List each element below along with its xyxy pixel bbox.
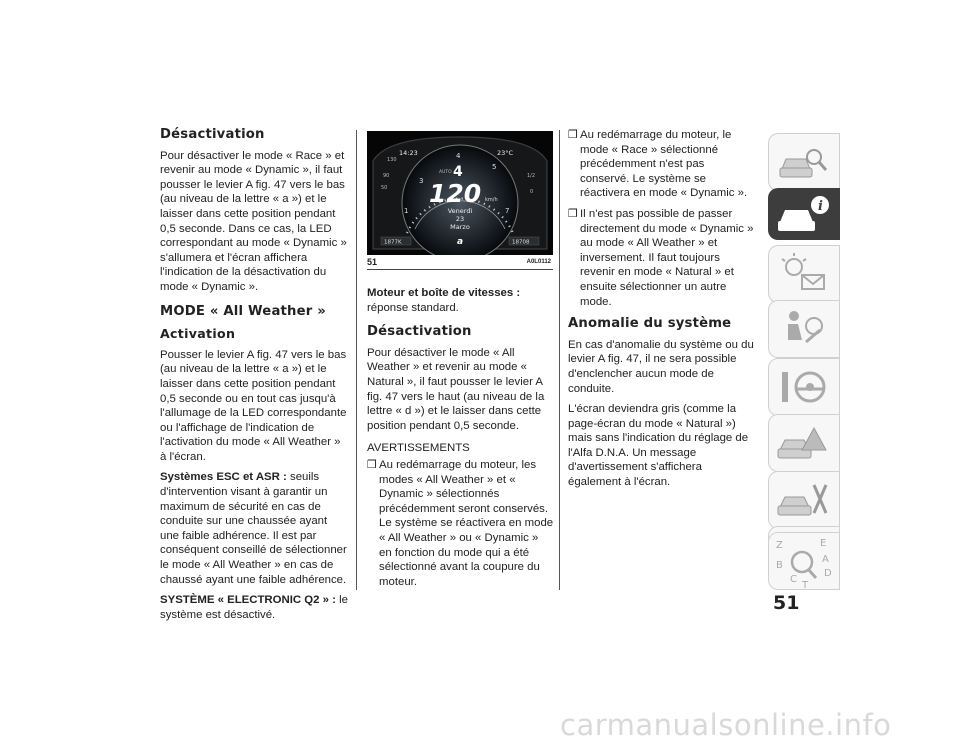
svg-text:50: 50 bbox=[381, 185, 388, 191]
figure-underline bbox=[367, 269, 553, 270]
moteur-text: réponse standard. bbox=[367, 301, 459, 314]
text-column-left bbox=[160, 128, 348, 628]
svg-text:7: 7 bbox=[505, 207, 510, 215]
q2-label: SYSTÈME « ELECTRONIC Q2 » : bbox=[160, 594, 336, 607]
checkbox-bullet-icon: ❒ bbox=[568, 129, 578, 141]
warning-light-icon bbox=[768, 245, 840, 303]
index-letter: Z bbox=[776, 540, 783, 551]
cluster-trip-right: 18708 bbox=[512, 239, 530, 246]
cluster-gear: 4 bbox=[453, 164, 463, 180]
cluster-graphic bbox=[367, 131, 553, 255]
figure-code: A0L0112 bbox=[526, 259, 551, 265]
paragraph-moteur bbox=[367, 286, 554, 315]
warning-text: Il n'est pas possible de passer directement du mode « Dynamic » au mode « All Weather » et inversement. Il faut toujours revenir en mode « Natural » et ensuite sélectionner un autre mode. bbox=[580, 207, 754, 308]
figure-number: 51 bbox=[367, 257, 378, 267]
tab-index[interactable] bbox=[768, 532, 840, 590]
paragraph: Pour désactiver le mode « All Weather » et revenir au mode « Natural », il faut pousser le levier A fig. 47 vers le haut (au niveau de la lettre « d ») et le laisser dans cette position pendant 0,5 seconde. bbox=[367, 346, 545, 432]
svg-text:5: 5 bbox=[492, 163, 497, 171]
index-letter: A bbox=[822, 554, 829, 565]
cluster-date: 23 bbox=[455, 215, 465, 223]
cluster-drive-letter: a bbox=[456, 237, 464, 247]
steering-wheel-icon bbox=[768, 358, 840, 416]
subheading-activation: Activation bbox=[160, 326, 236, 342]
checkbox-bullet-icon: ❒ bbox=[568, 207, 578, 220]
tab-car-info[interactable] bbox=[768, 188, 840, 240]
text-column-middle bbox=[367, 286, 554, 595]
checkbox-bullet-icon: ❒ bbox=[367, 458, 377, 471]
svg-text:1/2: 1/2 bbox=[527, 173, 536, 179]
tab-warning-lights[interactable] bbox=[768, 245, 840, 303]
svg-text:130: 130 bbox=[387, 157, 397, 163]
section-heading-all-weather: MODE « All Weather » bbox=[160, 303, 326, 319]
paragraph: En cas d'anomalie du système ou du levier A fig. 47, il ne sera possible d'enclencher aucun mode de conduite. bbox=[568, 338, 754, 395]
tab-car-warning[interactable] bbox=[768, 414, 840, 472]
column-divider bbox=[559, 130, 560, 590]
cluster-trip-left: 1877K bbox=[384, 239, 402, 246]
section-heading-desactivation: Désactivation bbox=[160, 127, 265, 142]
index-search-icon bbox=[768, 532, 840, 590]
svg-text:i: i bbox=[818, 199, 823, 214]
page-number: 51 bbox=[773, 592, 800, 614]
index-letter: C bbox=[790, 574, 797, 585]
svg-text:3: 3 bbox=[419, 177, 424, 185]
tab-steering-wheel[interactable] bbox=[768, 358, 840, 416]
index-letter: T bbox=[802, 580, 809, 590]
cluster-day: Venerdì bbox=[447, 207, 473, 215]
cluster-temperature: 23°C bbox=[497, 149, 514, 157]
paragraph: Pour désactiver le mode « Race » et revenir au mode « Dynamic », il faut pousser le levier A fig. 47 vers le bas (au niveau de la lettre « a ») et le laisser dans cette position pendant 0,5 seconde. Dans ce cas, la LED correspondant au mode « Dynamic » s'allumera et l'écran affichera l'indication de la désactivation du mode « Dynamic ». bbox=[160, 149, 347, 293]
index-letter: B bbox=[776, 560, 783, 571]
index-letter: E bbox=[820, 538, 827, 549]
tab-car-search[interactable] bbox=[768, 133, 840, 191]
paragraph: Pousser le levier A fig. 47 vers le bas (au niveau de la lettre « a ») et le laisser dans cette position pendant 0,5 seconde ou en tout cas jusqu'à l'allumage de la LED correspondante ou l'affichage de l'indication de l'activation du mode « All Weather » à l'écran. bbox=[160, 348, 347, 463]
car-info-icon bbox=[768, 188, 840, 240]
esc-label: Systèmes ESC et ASR : bbox=[160, 471, 287, 484]
svg-text:4: 4 bbox=[456, 152, 461, 160]
cluster-month: Marzo bbox=[450, 223, 470, 231]
paragraph: L'écran deviendra gris (comme la page-écran du mode « Natural ») mais sans l'indication du réglage de l'Alfa D.N.A. Un message d'avertissement s'affichera également à l'écran. bbox=[568, 403, 749, 489]
svg-text:1: 1 bbox=[404, 207, 409, 215]
warning-text: Au redémarrage du moteur, le mode « Race » sélectionné précédemment n'est pas conservé. Le système se réactivera en mode « Dynamic ». bbox=[580, 129, 748, 200]
warning-text: Au redémarrage du moteur, les modes « All Weather » et « Dynamic » sélectionnés précédemment seront conservés. Le système se réactivera en mode « All Weather » ou « Dynamic » en fonction du mode qui a été sélectionné avant la coupure du moteur. bbox=[379, 458, 554, 588]
warning-item bbox=[367, 458, 554, 589]
section-heading-anomalie: Anomalie du système bbox=[568, 316, 732, 332]
paragraph-q2 bbox=[160, 593, 348, 622]
q2-text: le système est désactivé. bbox=[160, 594, 348, 621]
cluster-clock: 14:23 bbox=[399, 149, 418, 157]
index-letter: D bbox=[824, 568, 832, 579]
section-heading-desactivation: Désactivation bbox=[367, 324, 472, 340]
paragraph-esc bbox=[160, 470, 348, 587]
car-tools-icon bbox=[768, 471, 840, 529]
svg-text:90: 90 bbox=[383, 173, 390, 179]
moteur-label: Moteur et boîte de vitesses : bbox=[367, 287, 521, 299]
car-search-icon bbox=[768, 133, 840, 191]
cluster-display bbox=[367, 131, 553, 255]
esc-text: seuils d'intervention visant à garantir un maximum de sécurité en cas de conduite sur une chaussée ayant une faible adhérence. Il est par conséquent conseillé de sélectionner le mode « All Weather » en cas de chaussé ayant une faible adhérence. bbox=[160, 471, 347, 586]
tab-car-tools[interactable] bbox=[768, 471, 840, 529]
cluster-speed-unit: km/h bbox=[485, 197, 498, 203]
watermark: carmanualsonline.info bbox=[560, 708, 892, 742]
warnings-title: AVERTISSEMENTS bbox=[367, 442, 470, 455]
car-warning-icon bbox=[768, 414, 840, 472]
cluster-mode: AUTO bbox=[439, 170, 452, 175]
warning-item bbox=[568, 207, 756, 309]
text-column-right bbox=[568, 128, 756, 496]
svg-text:0: 0 bbox=[530, 189, 534, 195]
figure-instrument-cluster bbox=[367, 131, 553, 271]
column-divider bbox=[356, 130, 357, 590]
tab-airbag-seat[interactable] bbox=[768, 300, 840, 358]
airbag-seat-icon bbox=[768, 300, 840, 358]
warning-item bbox=[568, 128, 756, 201]
cluster-speed: 120 bbox=[429, 179, 482, 208]
